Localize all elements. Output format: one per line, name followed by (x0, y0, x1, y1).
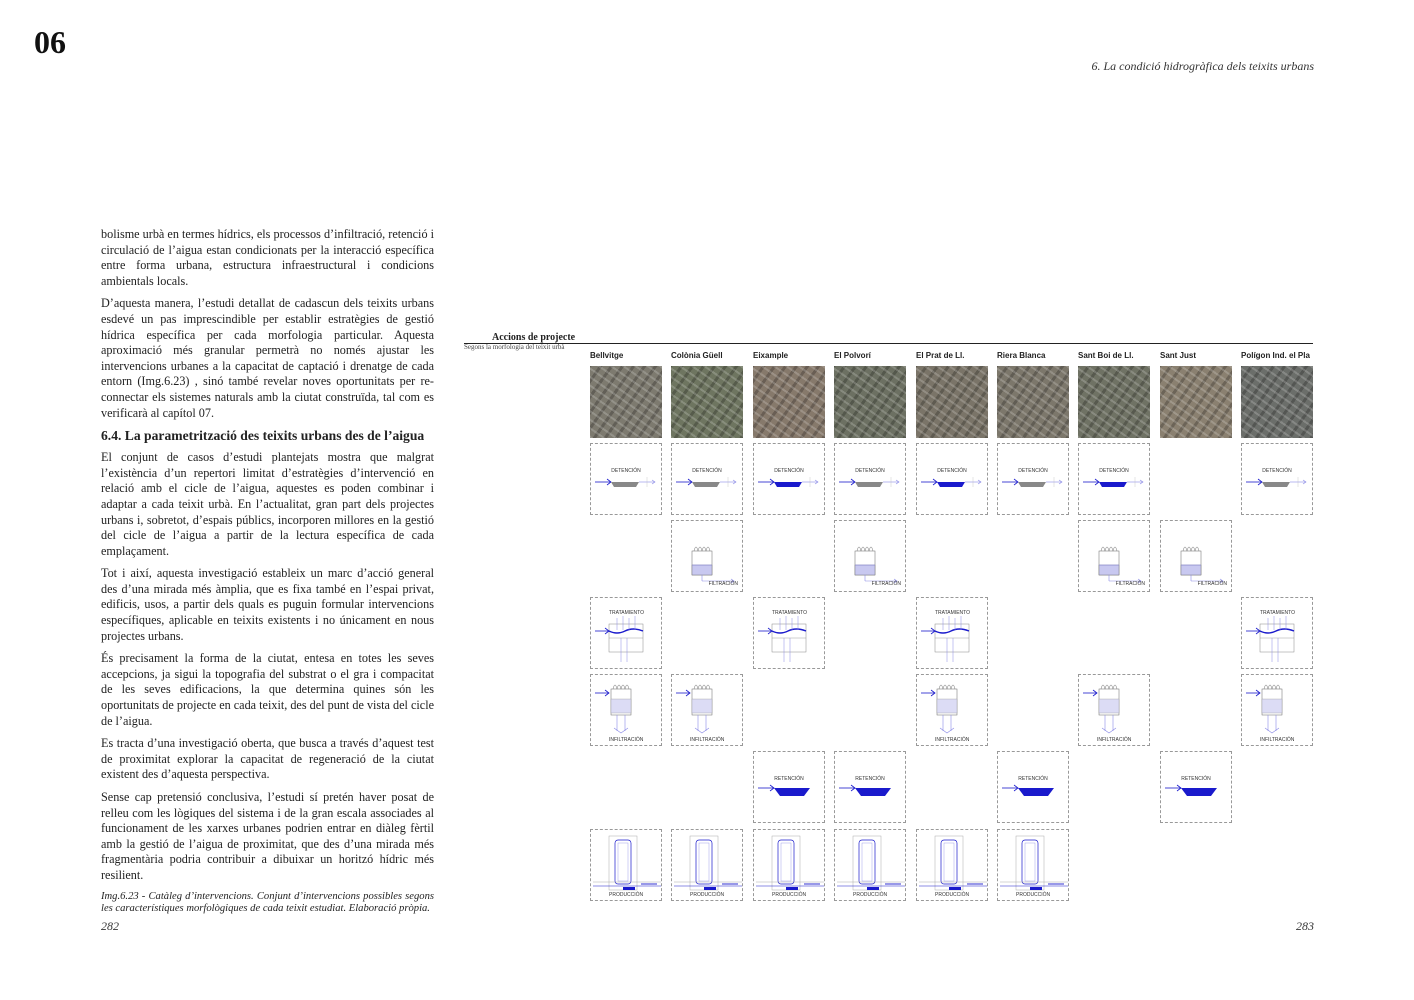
intervention-cell-detention (916, 443, 988, 515)
paragraph: bolisme urbà en termes hídrics, els processos d’infiltració, retenció i circulació de l’aigua estan condicionats per la interacció específica entre forma urbana, estructura infraestructural i condicions ambientals locals. (101, 227, 434, 288)
intervention-label: DETENCIÓN (855, 468, 885, 474)
intervention-cell-filtration (1160, 520, 1232, 592)
paragraph: El conjunt de casos d’estudi plantejats mostra que malgrat l’existència d’un repertori limitat d’estratègies d’intervenció en relació amb el cicle de l’aigua, aquestes es poden combinar i adaptar a cada teixit urbà. En l’actualitat, gran part dels projectes urbans i, sobretot, d’espais públics, incorporen millores en la gestió del cicle de l’aigua a partir de la lectura específica de cada emplaçament. (101, 450, 434, 558)
aerial-photo (1078, 366, 1150, 438)
intervention-label: TRATAMIENTO (935, 610, 970, 616)
intervention-label: INFILTRACIÓN (690, 737, 725, 743)
aerial-photo (997, 366, 1069, 438)
paragraph: És precisament la forma de la ciutat, entesa en totes les seves accepcions, ja sigui la topografia del substrat o el gra i compacitat de les seves edificacions, la que determina quines són les oportunitats de projecte en cada teixit, des del punt de vista del cicle de l’aigua. (101, 651, 434, 728)
intervention-label: RETENCIÓN (774, 776, 804, 782)
intervention-cell-detention (834, 443, 906, 515)
paragraph: Tot i així, aquesta investigació estableix un marc d’acció general des d’una mirada més àmplia, que es fixa també en l’espai privat, edificis, usos, a partir dels quals es puguin formular intervencions específiques, aplicable en teixits existents i no únicament en nous projectes urbans. (101, 566, 434, 643)
intervention-label: PRODUCCIÓN (772, 892, 807, 898)
aerial-photo (916, 366, 988, 438)
intervention-cell-infiltration (1241, 674, 1313, 746)
retention-diagram (1161, 752, 1233, 824)
aerial-photo (590, 366, 662, 438)
intervention-label: DETENCIÓN (937, 468, 967, 474)
paragraph: Es tracta d’una investigació oberta, que busca a través d’aquest test de proximitat explorar la capacitat de regeneració de la ciutat existent des d’aquesta perspectiva. (101, 736, 434, 782)
intervention-cell-treatment (916, 597, 988, 669)
column-header: Polígon Ind. el Pla (1241, 351, 1310, 360)
column-header: Sant Just (1160, 351, 1197, 360)
figure-title: Accions de projecte (492, 332, 576, 343)
intervention-label: INFILTRACIÓN (1260, 737, 1295, 743)
intervention-cell-detention (590, 443, 662, 515)
intervention-label: RETENCIÓN (855, 776, 885, 782)
intervention-cell-infiltration (916, 674, 988, 746)
column-header: Eixample (753, 351, 789, 360)
paragraph: Sense cap pretensió conclusiva, l’estudi sí pretén haver posat de relleu com les lògiques del sistema i de la gran escala associades al funcionament de les xarxes urbanes podrien entrar en diàleg fèrtil amb la gestió de l’aigua de proximitat, que des d’una mirada més fragmentària podria contribuir a dibuixar un horitzó hídric més resilient. (101, 790, 434, 882)
paragraph: D’aquesta manera, l’estudi detallat de cadascun dels teixits urbans esdevé un pas imprescindible per establir estratègies de gestió hídrica específica per cada morfologia particular. Aquesta aproximació més granular permetrà no només ajustar les intervencions urbanes a la capacitat de captació i drenatge de cada entorn (Img.6.23) , sinó també revelar noves oportunitats per re-connectar els sistemes naturals amb la ciutat construïda, tal com es verificarà al capítol 07. (101, 296, 434, 420)
intervention-cell-infiltration (1078, 674, 1150, 746)
intervention-label: DETENCIÓN (611, 468, 641, 474)
retention-diagram (835, 752, 907, 824)
intervention-label: INFILTRACIÓN (609, 737, 644, 743)
intervention-label: INFILTRACIÓN (1097, 737, 1132, 743)
intervention-cell-detention (753, 443, 825, 515)
intervention-cell-production (834, 829, 906, 901)
chapter-number: 06 (34, 24, 66, 60)
aerial-photo (671, 366, 743, 438)
intervention-label: PRODUCCIÓN (935, 892, 970, 898)
intervention-cell-retention (834, 751, 906, 823)
column-header: El Prat de Ll. (916, 351, 965, 360)
column-header: Colònia Güell (671, 351, 723, 360)
treatment-diagram (754, 598, 826, 670)
intervention-cell-detention (671, 443, 743, 515)
intervention-cell-detention (1078, 443, 1150, 515)
intervention-cell-infiltration (590, 674, 662, 746)
left-text-column (101, 227, 434, 916)
detention-diagram (754, 444, 826, 516)
intervention-cell-retention (753, 751, 825, 823)
intervention-label: DETENCIÓN (774, 468, 804, 474)
intervention-label: DETENCIÓN (1018, 468, 1048, 474)
intervention-label: DETENCIÓN (1262, 468, 1292, 474)
section-heading: 6.4. La parametrització des teixits urbans des de l’aigua (101, 428, 425, 444)
intervention-cell-production (916, 829, 988, 901)
intervention-label: TRATAMIENTO (772, 610, 807, 616)
intervention-cell-retention (997, 751, 1069, 823)
treatment-diagram (1242, 598, 1314, 670)
detention-diagram (672, 444, 744, 516)
detention-diagram (917, 444, 989, 516)
aerial-photo (1160, 366, 1232, 438)
treatment-diagram (917, 598, 989, 670)
aerial-photo (1241, 366, 1313, 438)
figure-subtitle: Segons la morfologia del teixit urbà (464, 343, 565, 351)
detention-diagram (1242, 444, 1314, 516)
intervention-cell-infiltration (671, 674, 743, 746)
retention-diagram (998, 752, 1070, 824)
intervention-label: TRATAMIENTO (609, 610, 644, 616)
figure-rule (464, 343, 1313, 344)
intervention-cell-filtration (671, 520, 743, 592)
page-number-left: 282 (101, 919, 119, 933)
intervention-cell-filtration (834, 520, 906, 592)
figure-caption: Img.6.23 - Catàleg d’intervencions. Conjunt d’intervencions possibles segons les característiques morfològiques de cada teixit estudiat. Elaboració pròpia. (101, 890, 434, 915)
detention-diagram (1079, 444, 1151, 516)
column-header: Bellvitge (590, 351, 624, 360)
intervention-cell-treatment (753, 597, 825, 669)
intervention-label: FILTRACIÓN (1197, 581, 1227, 587)
intervention-cell-production (997, 829, 1069, 901)
intervention-cell-production (590, 829, 662, 901)
intervention-label: FILTRACIÓN (871, 581, 901, 587)
intervention-cell-detention (1241, 443, 1313, 515)
column-header: Riera Blanca (997, 351, 1046, 360)
intervention-cell-treatment (1241, 597, 1313, 669)
intervention-label: RETENCIÓN (1181, 776, 1211, 782)
intervention-label: RETENCIÓN (1018, 776, 1048, 782)
running-header: 6. La condició hidrogràfica dels teixits urbans (1091, 59, 1314, 73)
intervention-label: FILTRACIÓN (1115, 581, 1145, 587)
intervention-cell-production (671, 829, 743, 901)
treatment-diagram (591, 598, 663, 670)
intervention-label: FILTRACIÓN (708, 581, 738, 587)
detention-diagram (591, 444, 663, 516)
column-header: El Polvorí (834, 351, 871, 360)
intervention-label: PRODUCCIÓN (1016, 892, 1051, 898)
intervention-cell-production (753, 829, 825, 901)
intervention-cell-detention (997, 443, 1069, 515)
intervention-label: TRATAMIENTO (1260, 610, 1295, 616)
detention-diagram (998, 444, 1070, 516)
intervention-label: PRODUCCIÓN (609, 892, 644, 898)
detention-diagram (835, 444, 907, 516)
page-number-right: 283 (1296, 919, 1314, 933)
intervention-label: DETENCIÓN (692, 468, 722, 474)
intervention-cell-filtration (1078, 520, 1150, 592)
aerial-photo (834, 366, 906, 438)
intervention-label: PRODUCCIÓN (853, 892, 888, 898)
aerial-photo (753, 366, 825, 438)
column-header: Sant Boi de Ll. (1078, 351, 1134, 360)
intervention-label: DETENCIÓN (1099, 468, 1129, 474)
intervention-label: PRODUCCIÓN (690, 892, 725, 898)
intervention-label: INFILTRACIÓN (935, 737, 970, 743)
retention-diagram (754, 752, 826, 824)
intervention-cell-treatment (590, 597, 662, 669)
intervention-cell-retention (1160, 751, 1232, 823)
